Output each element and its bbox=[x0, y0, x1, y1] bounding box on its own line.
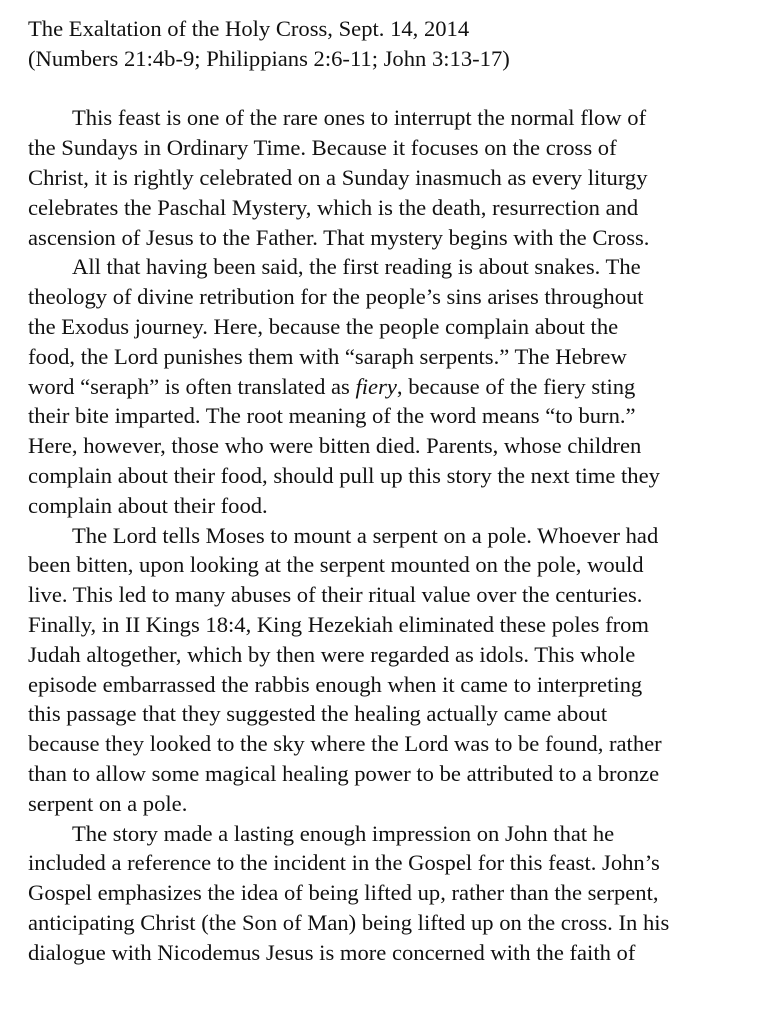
text-line: complain about their food. bbox=[28, 492, 268, 518]
italic-word: fiery bbox=[355, 373, 397, 399]
text-line: included a reference to the incident in the Gospel for this feast. John’s bbox=[28, 850, 660, 876]
text-line: because they looked to the sky where the Lord was to be found, rather bbox=[28, 731, 662, 757]
text-line: This feast is one of the rare ones to interrupt the normal flow of bbox=[72, 105, 647, 131]
paragraph bbox=[28, 103, 748, 252]
text-line: Finally, in II Kings 18:4, King Hezekiah eliminated these poles from bbox=[28, 611, 649, 637]
text-line: this passage that they suggested the healing actually came about bbox=[28, 701, 608, 727]
text-line: the Sundays in Ordinary Time. Because it focuses on the cross of bbox=[28, 135, 617, 161]
text-line: word “seraph” is often translated as fiery, because of the fiery sting bbox=[28, 373, 636, 399]
body-text bbox=[28, 103, 748, 967]
text-line: The Lord tells Moses to mount a serpent on a pole. Whoever had bbox=[72, 522, 659, 548]
paragraph bbox=[28, 521, 748, 819]
text-line: complain about their food, should pull up this story the next time they bbox=[28, 462, 660, 488]
text-line: the Exodus journey. Here, because the people complain about the bbox=[28, 313, 619, 339]
text-line: live. This led to many abuses of their ritual value over the centuries. bbox=[28, 582, 643, 608]
text-line: Judah altogether, which by then were regarded as idols. This whole bbox=[28, 641, 636, 667]
document-page bbox=[28, 14, 748, 968]
paragraph bbox=[28, 252, 748, 520]
text-line: theology of divine retribution for the people’s sins arises throughout bbox=[28, 284, 644, 310]
text-line: Gospel emphasizes the idea of being lifted up, rather than the serpent, bbox=[28, 880, 659, 906]
text-line: episode embarrassed the rabbis enough when it came to interpreting bbox=[28, 671, 643, 697]
text-line: Christ, it is rightly celebrated on a Sunday inasmuch as every liturgy bbox=[28, 164, 648, 190]
text-line: their bite imparted. The root meaning of the word means “to burn.” bbox=[28, 403, 636, 429]
text-line: celebrates the Paschal Mystery, which is the death, resurrection and bbox=[28, 194, 639, 220]
text-line: The story made a lasting enough impression on John that he bbox=[72, 820, 615, 846]
paragraph bbox=[28, 819, 748, 968]
scripture-readings: (Numbers 21:4b-9; Philippians 2:6-11; John 3:13-17) bbox=[28, 45, 510, 71]
text-line: ascension of Jesus to the Father. That mystery begins with the Cross. bbox=[28, 224, 650, 250]
text-line: anticipating Christ (the Son of Man) being lifted up on the cross. In his bbox=[28, 909, 670, 935]
document-title: The Exaltation of the Holy Cross, Sept. 14, 2014 bbox=[28, 16, 470, 41]
text-line: All that having been said, the first reading is about snakes. The bbox=[72, 254, 641, 280]
text-line: been bitten, upon looking at the serpent mounted on the pole, would bbox=[28, 552, 644, 578]
text-line: Here, however, those who were bitten died. Parents, whose children bbox=[28, 433, 642, 459]
text-line: dialogue with Nicodemus Jesus is more concerned with the faith of bbox=[28, 939, 636, 965]
text-line: than to allow some magical healing power to be attributed to a bronze bbox=[28, 760, 660, 786]
text-line: serpent on a pole. bbox=[28, 790, 188, 816]
blank-line bbox=[28, 74, 748, 104]
text-line: food, the Lord punishes them with “saraph serpents.” The Hebrew bbox=[28, 343, 627, 369]
